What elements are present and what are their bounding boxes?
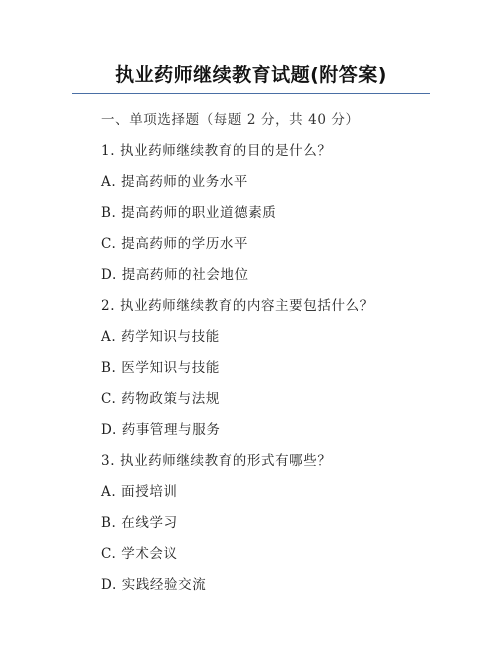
question-3-option-c: C. 学术会议 [101,546,178,562]
question-1-option-d: D. 提高药师的社会地位 [101,267,249,283]
question-2-option-b: B. 医学知识与技能 [101,360,221,376]
document-title: 执业药师继续教育试题(附答案) [115,64,387,86]
question-1-option-b: B. 提高药师的职业道德素质 [101,205,277,221]
question-2-stem: 2. 执业药师继续教育的内容主要包括什么？ [101,298,374,314]
question-3-stem: 3. 执业药师继续教育的形式有哪些？ [101,453,332,469]
question-1-option-a: A. 提高药师的业务水平 [101,174,249,190]
question-3-option-b: B. 在线学习 [101,515,178,531]
question-1-option-c: C. 提高药师的学历水平 [101,236,249,252]
question-2-option-c: C. 药物政策与法规 [101,391,220,407]
question-2-option-a: A. 药学知识与技能 [101,329,220,345]
question-2-option-d: D. 药事管理与服务 [101,422,221,438]
question-3-option-d: D. 实践经验交流 [101,577,207,593]
section-heading: 一、单项选择题（每题 2 分，共 40 分） [101,112,360,128]
question-3-option-a: A. 面授培训 [101,484,178,500]
question-1-stem: 1. 执业药师继续教育的目的是什么？ [101,143,332,159]
title-divider [72,93,430,94]
